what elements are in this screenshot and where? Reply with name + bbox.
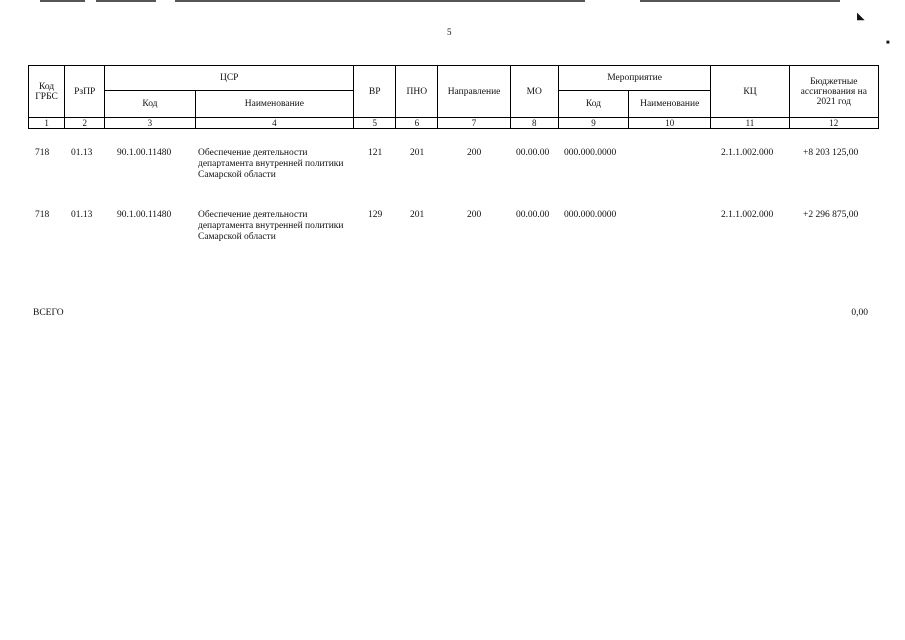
cell-vr: 129 — [368, 210, 383, 220]
cell-rzpr: 01.13 — [71, 148, 93, 158]
cell-csr-name: Обеспечение деятельности департамента внутренней политики Самарской области — [198, 210, 344, 242]
column-number: 3 — [105, 118, 195, 129]
column-number: 8 — [510, 118, 558, 129]
cell-amount: +8 203 125,00 — [803, 148, 859, 158]
cell-csr-code: 90.1.00.11480 — [117, 210, 172, 220]
header-pno: ПНО — [396, 66, 438, 118]
column-number: 1 — [29, 118, 65, 129]
column-number: 9 — [558, 118, 628, 129]
column-number: 12 — [789, 118, 878, 129]
total-label: ВСЕГО — [33, 308, 64, 318]
cell-direction: 200 — [467, 210, 482, 220]
column-number: 10 — [629, 118, 711, 129]
header-event-code: Код — [558, 91, 628, 118]
header-event-name: Наименование — [629, 91, 711, 118]
budget-table-header — [28, 65, 879, 129]
cell-kc: 2.1.1.002.000 — [721, 148, 774, 158]
scan-edge-line — [640, 0, 840, 2]
total-value: 0,00 — [851, 308, 868, 318]
header-csr-name: Наименование — [195, 91, 354, 118]
cell-csr-code: 90.1.00.11480 — [117, 148, 172, 158]
cell-grbs: 718 — [35, 148, 50, 158]
scan-edge-line — [40, 0, 85, 2]
header-mo: МО — [510, 66, 558, 118]
header-grbs: Код ГРБС — [29, 66, 65, 118]
header-budget: Бюджетные ассигнования на 2021 год — [789, 66, 878, 118]
header-direction: Направление — [438, 66, 510, 118]
column-number: 11 — [711, 118, 789, 129]
column-number: 4 — [195, 118, 354, 129]
scan-speck: ◣ — [857, 11, 865, 22]
cell-mo: 00.00.00 — [516, 210, 550, 220]
cell-direction: 200 — [467, 148, 482, 158]
column-number: 2 — [65, 118, 105, 129]
header-vr: ВР — [354, 66, 396, 118]
column-number: 5 — [354, 118, 396, 129]
header-csr: ЦСР — [105, 66, 354, 91]
scan-speck: ■ — [886, 40, 890, 46]
cell-event-code: 000.000.0000 — [564, 148, 617, 158]
page-number: 5 — [447, 27, 452, 37]
header-event: Мероприятие — [558, 66, 711, 91]
cell-pno: 201 — [410, 210, 425, 220]
cell-event-code: 000.000.0000 — [564, 210, 617, 220]
cell-csr-name: Обеспечение деятельности департамента внутренней политики Самарской области — [198, 148, 344, 180]
cell-kc: 2.1.1.002.000 — [721, 210, 774, 220]
cell-rzpr: 01.13 — [71, 210, 93, 220]
scan-edge-line — [96, 0, 156, 2]
header-csr-code: Код — [105, 91, 195, 118]
header-rzpr: РзПР — [65, 66, 105, 118]
cell-amount: +2 296 875,00 — [803, 210, 859, 220]
cell-vr: 121 — [368, 148, 383, 158]
cell-grbs: 718 — [35, 210, 50, 220]
cell-pno: 201 — [410, 148, 425, 158]
column-number: 6 — [396, 118, 438, 129]
column-number: 7 — [438, 118, 510, 129]
header-kc: КЦ — [711, 66, 789, 118]
cell-mo: 00.00.00 — [516, 148, 550, 158]
scan-edge-line — [175, 0, 585, 2]
